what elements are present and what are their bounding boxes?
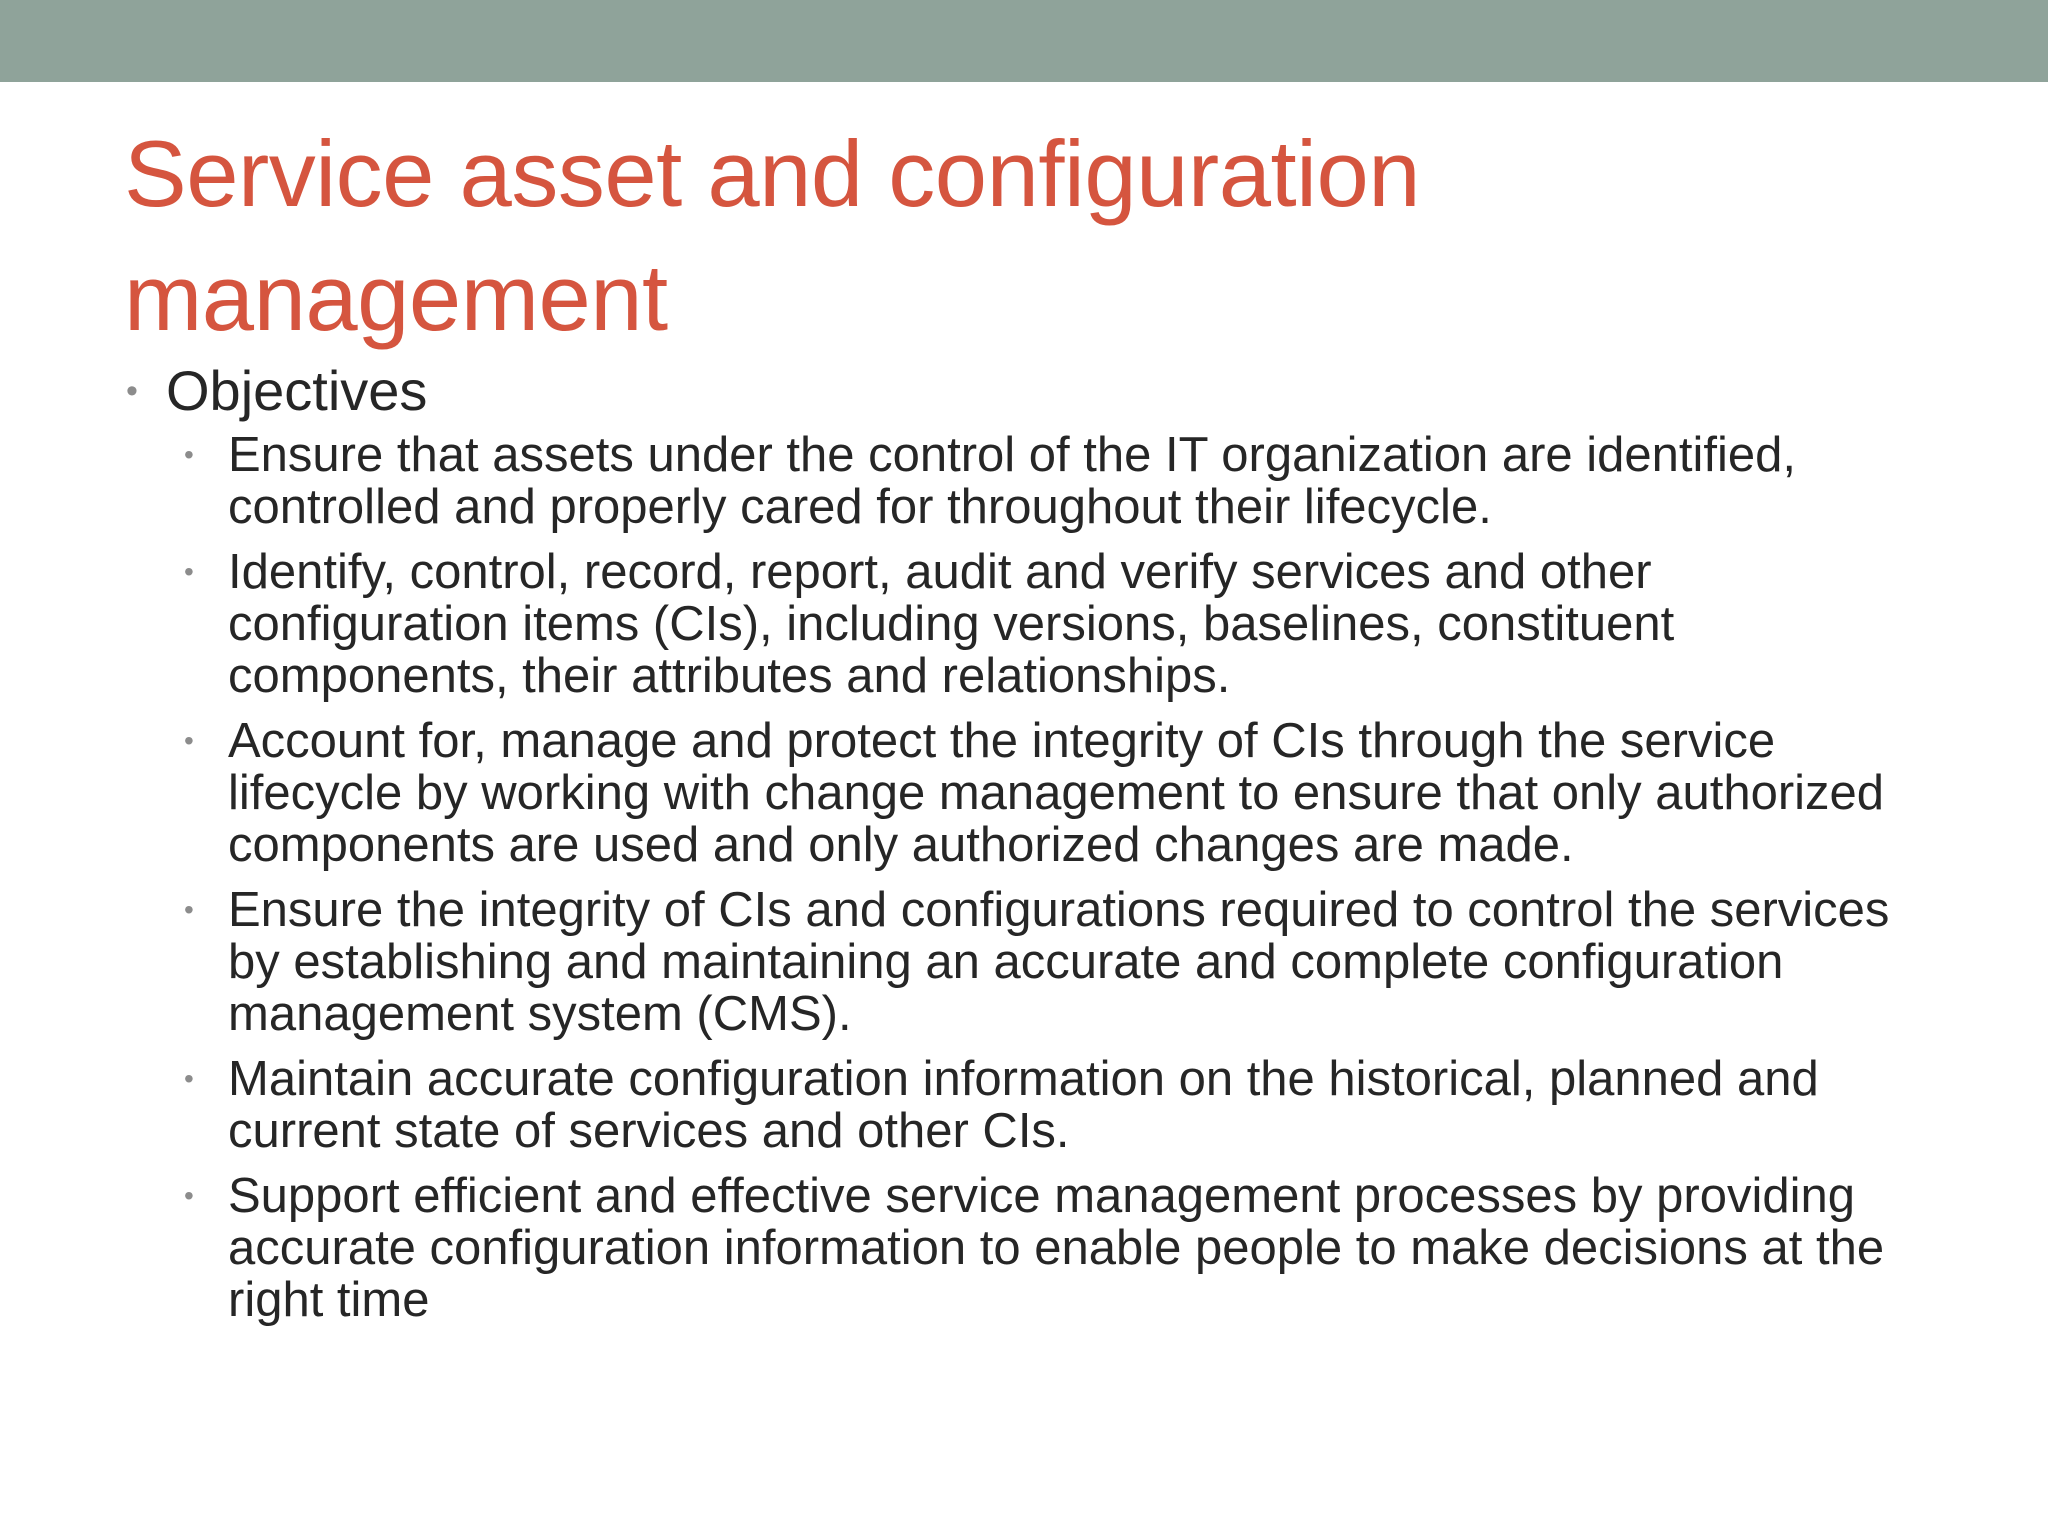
bullet-dot-icon: • bbox=[184, 439, 194, 470]
sub-bullet-item bbox=[166, 429, 1924, 533]
bullet-item-objectives bbox=[124, 356, 1924, 1326]
bullet-dot-icon: • bbox=[184, 725, 194, 756]
bullet-dot-icon: • bbox=[184, 556, 194, 587]
sub-bullet-text: Ensure that assets under the control of the IT organization are identified, controlled and properly cared for throughout their lifecycle. bbox=[228, 428, 1797, 534]
sub-bullet-item bbox=[166, 1053, 1924, 1157]
bullet-text: Objectives bbox=[166, 359, 428, 422]
bullet-dot-icon: • bbox=[126, 372, 138, 410]
sub-bullet-item bbox=[166, 1170, 1924, 1326]
bullet-dot-icon: • bbox=[184, 894, 194, 925]
sub-bullet-list bbox=[166, 429, 1924, 1326]
sub-bullet-text: Support efficient and effective service management processes by providing accurate configuration information to enable people to make decisions at the right time bbox=[228, 1169, 1885, 1327]
bullet-list bbox=[124, 356, 1924, 1326]
sub-bullet-item bbox=[166, 884, 1924, 1040]
sub-bullet-text: Identify, control, record, report, audit and verify services and other configuration items (CIs), including versions, baselines, constituent components, their attributes and relationships. bbox=[228, 545, 1675, 703]
top-accent-bar bbox=[0, 0, 2048, 82]
sub-bullet-item bbox=[166, 715, 1924, 871]
slide-title: Service asset and configuration management bbox=[124, 121, 1421, 350]
slide-content bbox=[124, 356, 1924, 1326]
bullet-dot-icon: • bbox=[184, 1063, 194, 1094]
sub-bullet-text: Maintain accurate configuration information on the historical, planned and current state of services and other CIs. bbox=[228, 1052, 1819, 1158]
sub-bullet-text: Account for, manage and protect the integrity of CIs through the service lifecycle by working with change management to ensure that only authorized components are used and only authorized changes are made. bbox=[228, 714, 1885, 872]
bullet-dot-icon: • bbox=[184, 1180, 194, 1211]
sub-bullet-item bbox=[166, 546, 1924, 702]
sub-bullet-text: Ensure the integrity of CIs and configurations required to control the services by establishing and maintaining an accurate and complete configuration management system (CMS). bbox=[228, 883, 1890, 1041]
